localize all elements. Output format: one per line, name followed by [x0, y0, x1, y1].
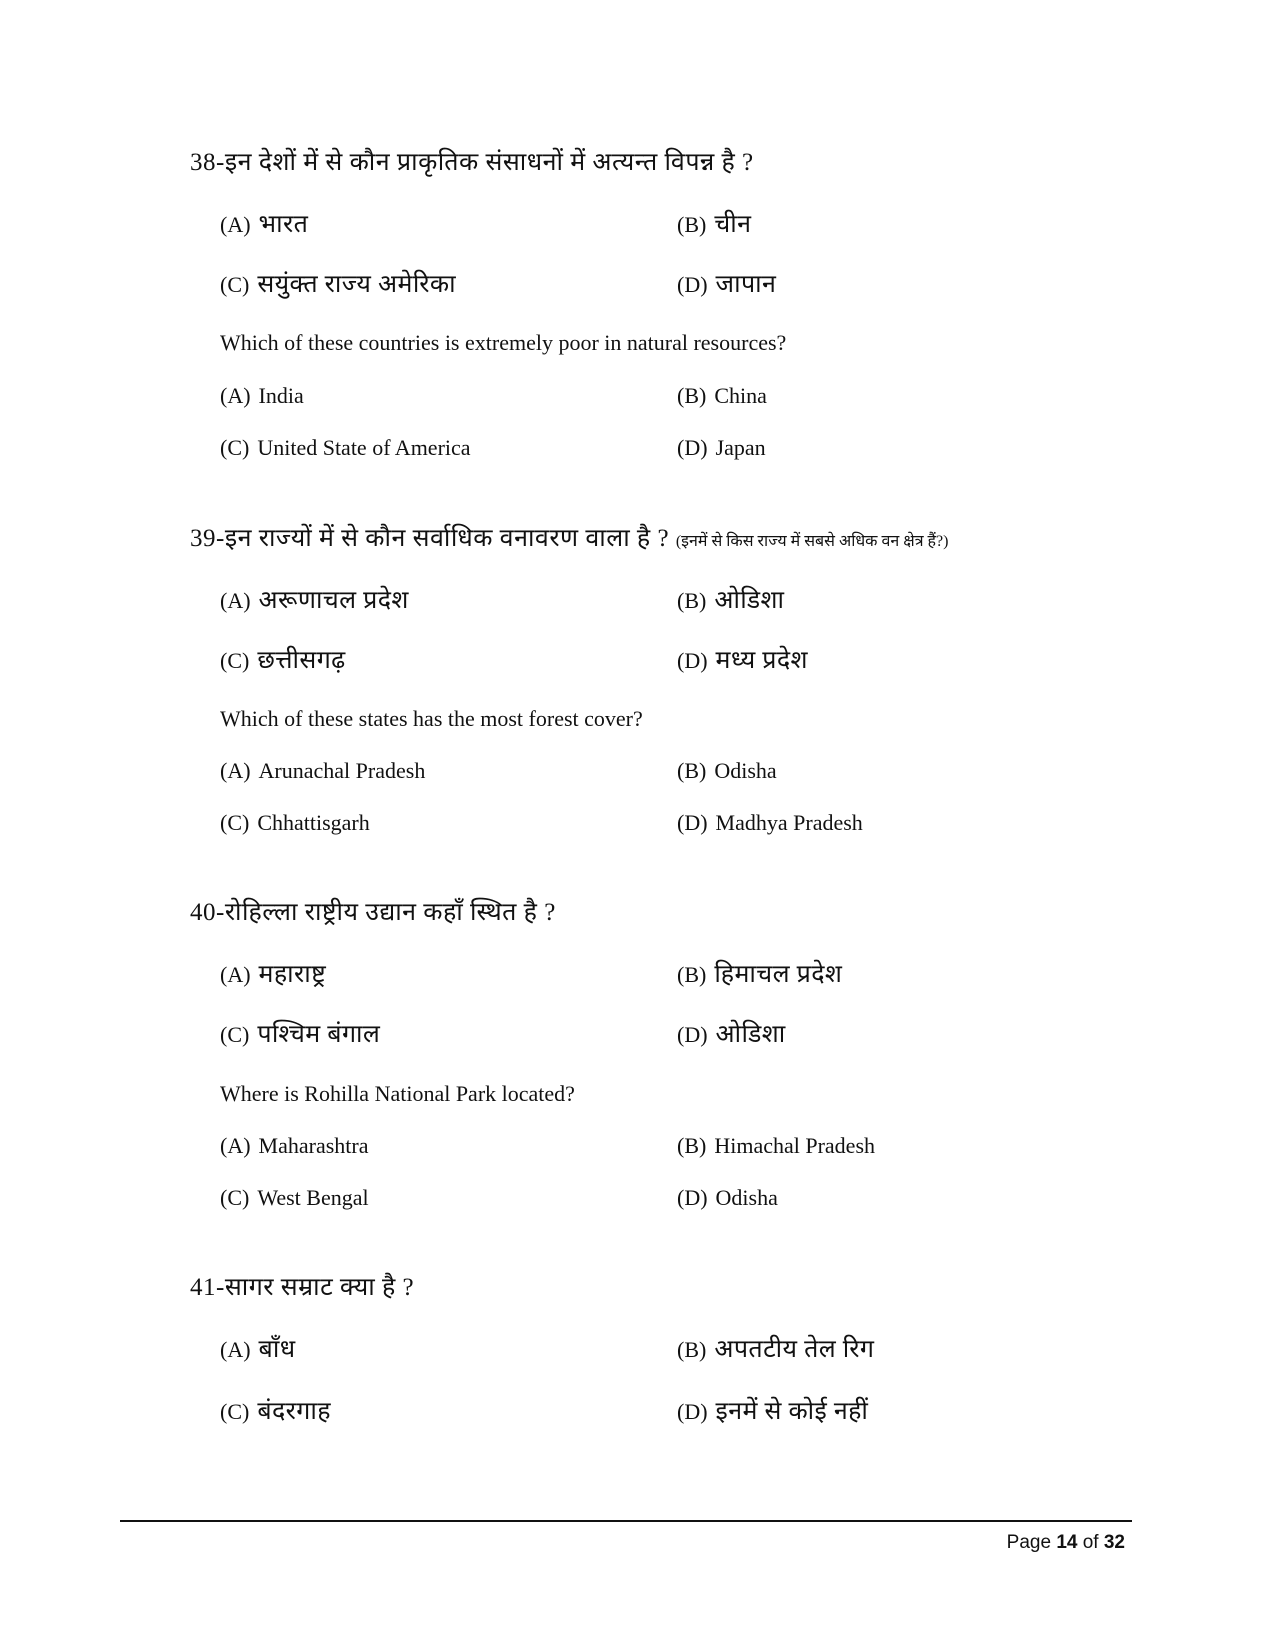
page-current: 14 — [1056, 1532, 1078, 1553]
question-text: इन राज्यों में से कौन सर्वाधिक वनावरण वाला है ? — [224, 525, 670, 552]
option-text: इनमें से कोई नहीं — [715, 1398, 869, 1425]
option-letter: (D) — [677, 810, 708, 835]
option-letter: (A) — [220, 758, 251, 783]
option-letter: (B) — [677, 962, 707, 987]
option-text: China — [714, 383, 767, 408]
option-text: अरूणाचल प्रदेश — [258, 587, 409, 614]
option-c-hindi — [220, 1399, 331, 1424]
option-text: महाराष्ट्र — [258, 961, 327, 988]
option-text: पश्चिम बंगाल — [257, 1021, 381, 1048]
option-d-hindi — [677, 272, 776, 297]
option-letter: (A) — [220, 1133, 251, 1158]
option-text: बंदरगाह — [257, 1398, 331, 1425]
page-prefix: Page — [1006, 1532, 1057, 1553]
option-b-english — [677, 385, 767, 407]
page-total: 32 — [1103, 1532, 1125, 1553]
option-letter: (C) — [220, 1022, 250, 1047]
option-letter: (B) — [677, 588, 707, 613]
option-text: Maharashtra — [258, 1133, 369, 1158]
question-38-hindi — [190, 150, 754, 175]
option-text: जापान — [715, 271, 777, 298]
option-d-english — [677, 812, 863, 834]
option-letter: (B) — [677, 383, 707, 408]
footer-divider — [120, 1520, 1132, 1522]
question-39-english: Which of these states has the most forest cover? — [220, 706, 643, 731]
option-letter: (C) — [220, 810, 250, 835]
option-letter: (B) — [677, 1133, 707, 1158]
option-letter: (D) — [677, 1399, 708, 1424]
option-c-hindi — [220, 272, 456, 297]
option-letter: (C) — [220, 648, 250, 673]
option-b-hindi — [677, 212, 751, 237]
question-number: 41- — [190, 1274, 225, 1301]
option-letter: (C) — [220, 1399, 250, 1424]
option-d-english — [677, 1187, 778, 1209]
question-text: रोहिल्ला राष्ट्रीय उद्यान कहाँ स्थित है ? — [224, 899, 556, 926]
question-text: सागर सम्राट क्या है ? — [224, 1274, 415, 1301]
option-letter: (B) — [677, 1337, 707, 1362]
option-c-hindi — [220, 1022, 380, 1047]
option-c-hindi — [220, 648, 346, 673]
option-b-english — [677, 760, 777, 782]
option-a-hindi — [220, 962, 326, 987]
option-text: ओडिशा — [715, 1021, 786, 1048]
option-text: सयुंक्त राज्य अमेरिका — [257, 271, 457, 298]
option-b-english — [677, 1135, 875, 1157]
option-letter: (C) — [220, 272, 250, 297]
option-text: Odisha — [714, 758, 777, 783]
option-d-hindi — [677, 1022, 786, 1047]
option-text: Madhya Pradesh — [715, 810, 863, 835]
option-text: Arunachal Pradesh — [258, 758, 426, 783]
option-text: Odisha — [715, 1185, 778, 1210]
option-letter: (C) — [220, 1185, 250, 1210]
option-d-hindi — [677, 648, 808, 673]
option-a-english — [220, 385, 304, 407]
question-39-hindi — [190, 526, 948, 551]
option-text: छत्तीसगढ़ — [257, 647, 346, 674]
question-40-hindi — [190, 900, 556, 925]
option-d-english — [677, 437, 766, 459]
option-letter: (A) — [220, 383, 251, 408]
option-text: India — [258, 383, 304, 408]
option-a-hindi — [220, 1337, 295, 1362]
option-text: हिमाचल प्रदेश — [714, 961, 843, 988]
option-text: ओडिशा — [714, 587, 785, 614]
option-letter: (B) — [677, 758, 707, 783]
option-letter: (A) — [220, 962, 251, 987]
option-text: अपतटीय तेल रिग — [714, 1336, 875, 1363]
option-letter: (D) — [677, 435, 708, 460]
option-letter: (B) — [677, 212, 707, 237]
option-b-hindi — [677, 588, 784, 613]
question-41-hindi — [190, 1275, 414, 1300]
option-text: चीन — [714, 211, 752, 238]
option-text: United State of America — [257, 435, 471, 460]
page-of: of — [1077, 1532, 1104, 1553]
option-letter: (A) — [220, 1337, 251, 1362]
option-text: भारत — [258, 211, 309, 238]
option-text: मध्य प्रदेश — [715, 647, 808, 674]
question-number: 39- — [190, 525, 225, 552]
option-text: Himachal Pradesh — [714, 1133, 875, 1158]
option-letter: (D) — [677, 272, 708, 297]
option-a-hindi — [220, 588, 409, 613]
question-38-english: Which of these countries is extremely poor in natural resources? — [220, 330, 787, 355]
option-text: बाँध — [258, 1336, 296, 1363]
option-c-english — [220, 437, 471, 459]
option-b-hindi — [677, 1337, 874, 1362]
option-a-english — [220, 760, 425, 782]
option-letter: (A) — [220, 588, 251, 613]
option-a-hindi — [220, 212, 308, 237]
option-letter: (D) — [677, 1022, 708, 1047]
option-text: Japan — [715, 435, 766, 460]
page-number — [1007, 1532, 1125, 1554]
option-letter: (A) — [220, 212, 251, 237]
option-letter: (C) — [220, 435, 250, 460]
question-note: (इनमें से किस राज्य में सबसे अधिक वन क्षेत्र हैं?) — [675, 533, 949, 550]
question-number: 38- — [190, 149, 225, 176]
option-c-english — [220, 812, 370, 834]
question-number: 40- — [190, 899, 225, 926]
option-b-hindi — [677, 962, 842, 987]
option-text: West Bengal — [257, 1185, 369, 1210]
option-d-hindi — [677, 1399, 868, 1424]
option-letter: (D) — [677, 648, 708, 673]
question-text: इन देशों में से कौन प्राकृतिक संसाधनों में अत्यन्त विपन्न है ? — [224, 149, 754, 176]
option-letter: (D) — [677, 1185, 708, 1210]
question-40-english: Where is Rohilla National Park located? — [220, 1081, 575, 1106]
option-a-english — [220, 1135, 369, 1157]
option-c-english — [220, 1187, 369, 1209]
option-text: Chhattisgarh — [257, 810, 370, 835]
